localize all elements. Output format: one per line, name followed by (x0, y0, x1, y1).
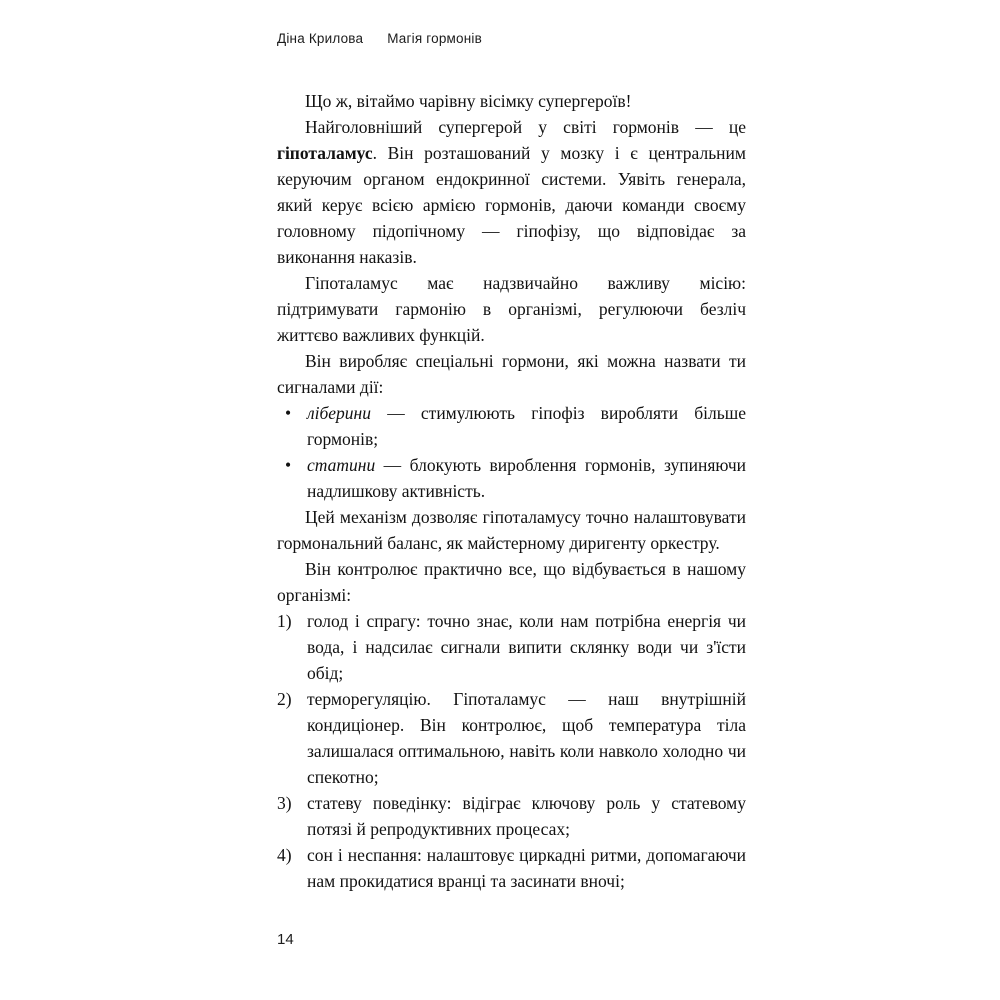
page-body (277, 88, 746, 894)
book-title: Магія гормонів (387, 31, 482, 46)
bullet-item-statins (277, 452, 746, 504)
italic-term: ліберини (307, 403, 371, 423)
numbered-item-sleep (277, 842, 746, 894)
bullet-marker: • (285, 403, 292, 423)
bullet-text (307, 452, 746, 504)
numbered-text: голод і спрагу: точно знає, коли нам потрібна енергія чи вода, і надсилає сигнали випити склянку води чи з'їсти обід; (307, 611, 746, 683)
paragraph-hypothalamus (277, 114, 746, 270)
paragraph-mission: Гіпоталамус має надзвичайно важливу місію: підтримувати гармонію в організмі, регулюючи безліч життєво важливих функцій. (277, 273, 746, 345)
running-header (277, 31, 747, 46)
numbered-item-hunger (277, 608, 746, 686)
number-marker: 2) (277, 689, 292, 709)
bullet-text-rest: — блокують вироблення гормонів, зупиняючи надлишкову активність. (307, 455, 746, 501)
bullet-item-liberins (277, 400, 746, 452)
author-name: Діна Крилова (277, 31, 364, 46)
number-marker: 4) (277, 845, 292, 865)
paragraph-controls: Він контролює практично все, що відбувається в нашому організмі: (277, 559, 746, 605)
italic-term: статини (307, 455, 376, 475)
number-marker: 1) (277, 611, 292, 631)
numbered-text: терморегуляцію. Гіпоталамус — наш внутрішній кондиціонер. Він контролює, щоб температура тіла залишалася оптимальною, навіть коли навколо холодно чи спекотно; (307, 689, 746, 787)
paragraph-hormones: Він виробляє спеціальні гормони, які можна назвати ти сигналами дії: (277, 351, 746, 397)
number-marker: 3) (277, 793, 292, 813)
paragraph-intro: Що ж, вітаймо чарівну вісімку супергероїв! (305, 91, 632, 111)
bullet-marker: • (285, 455, 292, 475)
numbered-text: статеву поведінку: відіграє ключову роль у статевому потязі й репродуктивних процесах; (307, 793, 746, 839)
numbered-item-thermoregulation (277, 686, 746, 790)
paragraph-mechanism: Цей механізм дозволяє гіпоталамусу точно налаштовувати гормональний баланс, як майстерному диригенту оркестру. (277, 507, 746, 553)
page-number: 14 (277, 931, 294, 948)
bullet-text-rest: — стимулюють гіпофіз виробляти більше гормонів; (307, 403, 746, 449)
paragraph-text: Найголовніший супергерой у світі гормонів — це (305, 117, 746, 137)
bold-term: гіпоталамус (277, 143, 373, 163)
bullet-text (307, 400, 746, 452)
paragraph-text: . Він розташований у мозку і є центральним керуючим органом ендокринної системи. Уявіть генерала, який керує всією армією гормонів, даючи команди своєму головному підопічному — гіпофізу, що відповідає за виконання наказів. (277, 143, 746, 267)
numbered-item-sexual-behavior (277, 790, 746, 842)
numbered-text: сон і неспання: налаштовує циркадні ритми, допомагаючи нам прокидатися вранці та засинати вночі; (307, 845, 746, 891)
